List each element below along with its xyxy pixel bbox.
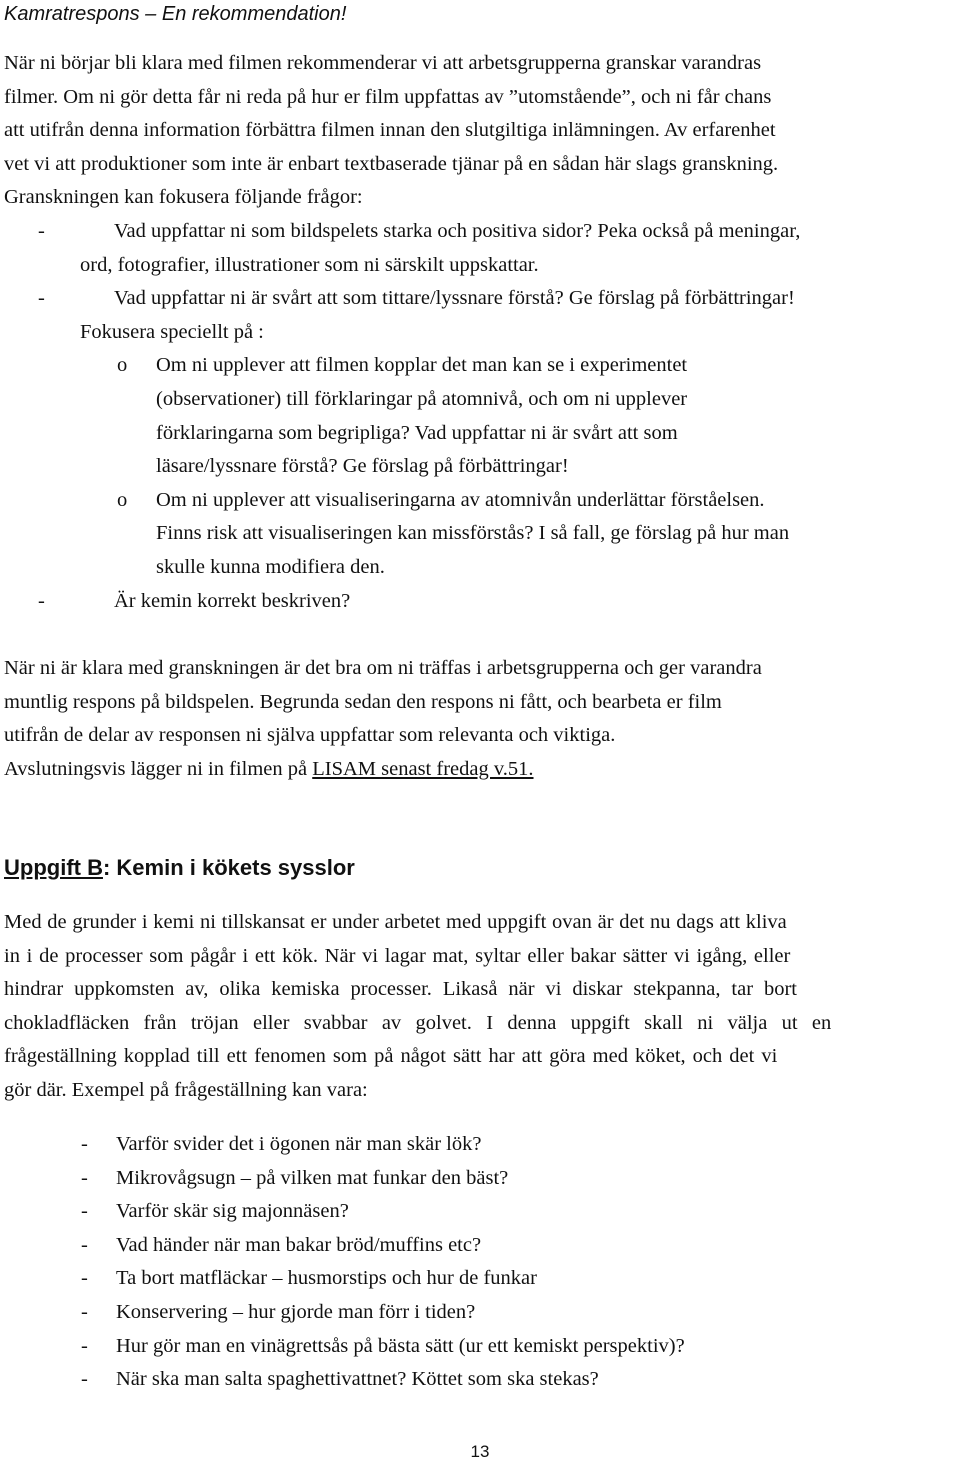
question-text: Vad uppfattar ni är svårt att som tittare/lyssnare förstå? Ge förslag på förbättringar! (114, 287, 795, 310)
intro-line: filmer. Om ni gör detta får ni reda på hur er film uppfattas av ”utomstående”, och ni får chans (4, 85, 772, 108)
intro-line: När ni börjar bli klara med filmen rekommenderar vi att arbetsgrupperna granskar varandras (4, 52, 762, 74)
intro-line: vet vi att produktioner som inte är enbart textbaserade tjänar på en sådan här slags granskning. (4, 152, 779, 175)
question-text: Vad uppfattar ni som bildspelets starka och positiva sidor? Peka också på meningar, (114, 219, 801, 242)
dash-marker: - (38, 589, 45, 612)
closing-line: När ni är klara med granskningen är det bra om ni träffas i arbetsgrupperna och ger varandra (4, 657, 762, 679)
closing-paragraph (4, 652, 944, 786)
dash-marker: - (81, 1233, 88, 1256)
section-title-kamratrespons: Kamratrespons – En rekommendation! (4, 3, 347, 25)
question-text: Är kemin korrekt beskriven? (114, 589, 351, 612)
section-label: Uppgift B (4, 855, 103, 880)
dash-marker: - (38, 287, 45, 310)
sub-item (4, 484, 944, 518)
dash-marker: - (81, 1334, 88, 1357)
sub-item-text: förklaringarna som begripliga? Vad uppfattar ni är svårt att som (156, 421, 678, 444)
list-item (4, 1330, 944, 1364)
dash-marker: - (38, 219, 45, 242)
question-item (4, 585, 944, 619)
dash-marker: - (81, 1133, 88, 1155)
question-item (4, 282, 944, 316)
section-b-line: chokladfläcken från tröjan eller svabbar av golvet. I denna uppgift skall ni välja ut en (4, 1011, 832, 1034)
list-item (4, 1128, 944, 1162)
intro-line: Granskningen kan fokusera följande frågor: (4, 186, 363, 209)
list-item (4, 1363, 944, 1397)
list-item (4, 1162, 944, 1196)
sub-item-text: skulle kunna modifiera den. (156, 555, 385, 578)
section-b-line: Med de grunder i kemi ni tillskansat er under arbetet med uppgift ovan är det nu dags att kliva (4, 911, 787, 933)
sub-item-text: Om ni upplever att filmen kopplar det man kan se i experimentet (156, 354, 688, 377)
list-item-text: Varför skär sig majonnäsen? (116, 1200, 349, 1223)
list-item-text: Ta bort matfläckar – husmorstips och hur de funkar (116, 1267, 537, 1290)
dash-marker: - (81, 1267, 88, 1290)
sub-item-text: Om ni upplever att visualiseringarna av atomnivån underlättar förståelsen. (156, 488, 765, 511)
list-item (4, 1262, 944, 1296)
question-text: Fokusera speciellt på : (80, 320, 264, 343)
section-b-paragraph (4, 906, 944, 1108)
closing-line: muntlig respons på bildspelen. Begrunda sedan den respons ni fått, och bearbeta er film (4, 690, 722, 713)
list-item-text: Vad händer när man bakar bröd/muffins etc? (116, 1233, 482, 1256)
section-b-line: hindrar uppkomsten av, olika kemiska processer. Likaså när vi diskar stekpanna, tar bort (4, 978, 797, 1001)
sub-item (4, 349, 944, 383)
list-item-text: Konservering – hur gjorde man förr i tiden? (116, 1300, 476, 1323)
closing-text: Avslutningsvis lägger ni in filmen på (4, 757, 313, 780)
question-text: ord, fotografier, illustrationer som ni särskilt uppskattar. (80, 253, 539, 276)
list-item (4, 1296, 944, 1330)
intro-line: att utifrån denna information förbättra filmen innan den slutgiltiga inlämningen. Av erfarenhet (4, 119, 776, 142)
list-item-text: Varför svider det i ögonen när man skär lök? (116, 1133, 482, 1155)
section-b-line: gör där. Exempel på frågeställning kan vara: (4, 1078, 368, 1101)
sub-item-text: (observationer) till förklaringar på atomnivå, och om ni upplever (156, 387, 688, 410)
page-number: 13 (470, 1442, 490, 1461)
list-item (4, 1195, 944, 1229)
bullet-marker: o (117, 488, 128, 511)
list-item-text: Hur gör man en vinägrettsås på bästa sätt (ur ett kemiskt perspektiv)? (116, 1334, 685, 1357)
dash-marker: - (81, 1200, 88, 1223)
dash-marker: - (81, 1368, 88, 1391)
intro-paragraph (4, 47, 944, 618)
examples-list (4, 1128, 944, 1397)
section-b-line: in i de processer som pågår i ett kök. När vi lagar mat, syltar eller bakar sätter vi igång, eller (4, 944, 791, 967)
list-item-text: Mikrovågsugn – på vilken mat funkar den bäst? (116, 1166, 509, 1189)
question-item (4, 215, 944, 249)
section-heading-uppgift-b (4, 852, 355, 884)
sub-item-text: Finns risk att visualiseringen kan missförstås? I så fall, ge förslag på hur man (156, 522, 790, 545)
bullet-marker: o (117, 354, 128, 377)
closing-line (4, 753, 944, 787)
list-item (4, 1229, 944, 1263)
section-title: : Kemin i kökets sysslor (102, 855, 355, 880)
section-b-line: frågeställning kopplad till ett fenomen som på något sätt har att göra med köket, och det vi (4, 1045, 778, 1068)
dash-marker: - (81, 1166, 88, 1189)
sub-item-text: läsare/lyssnare förstå? Ge förslag på förbättringar! (156, 455, 569, 478)
dash-marker: - (81, 1300, 88, 1323)
lisam-deadline: LISAM senast fredag v.51. (312, 757, 534, 780)
closing-line: utifrån de delar av responsen ni själva uppfattar som relevanta och viktiga. (4, 724, 616, 747)
list-item-text: När ska man salta spaghettivattnet? Köttet som ska stekas? (116, 1368, 599, 1391)
